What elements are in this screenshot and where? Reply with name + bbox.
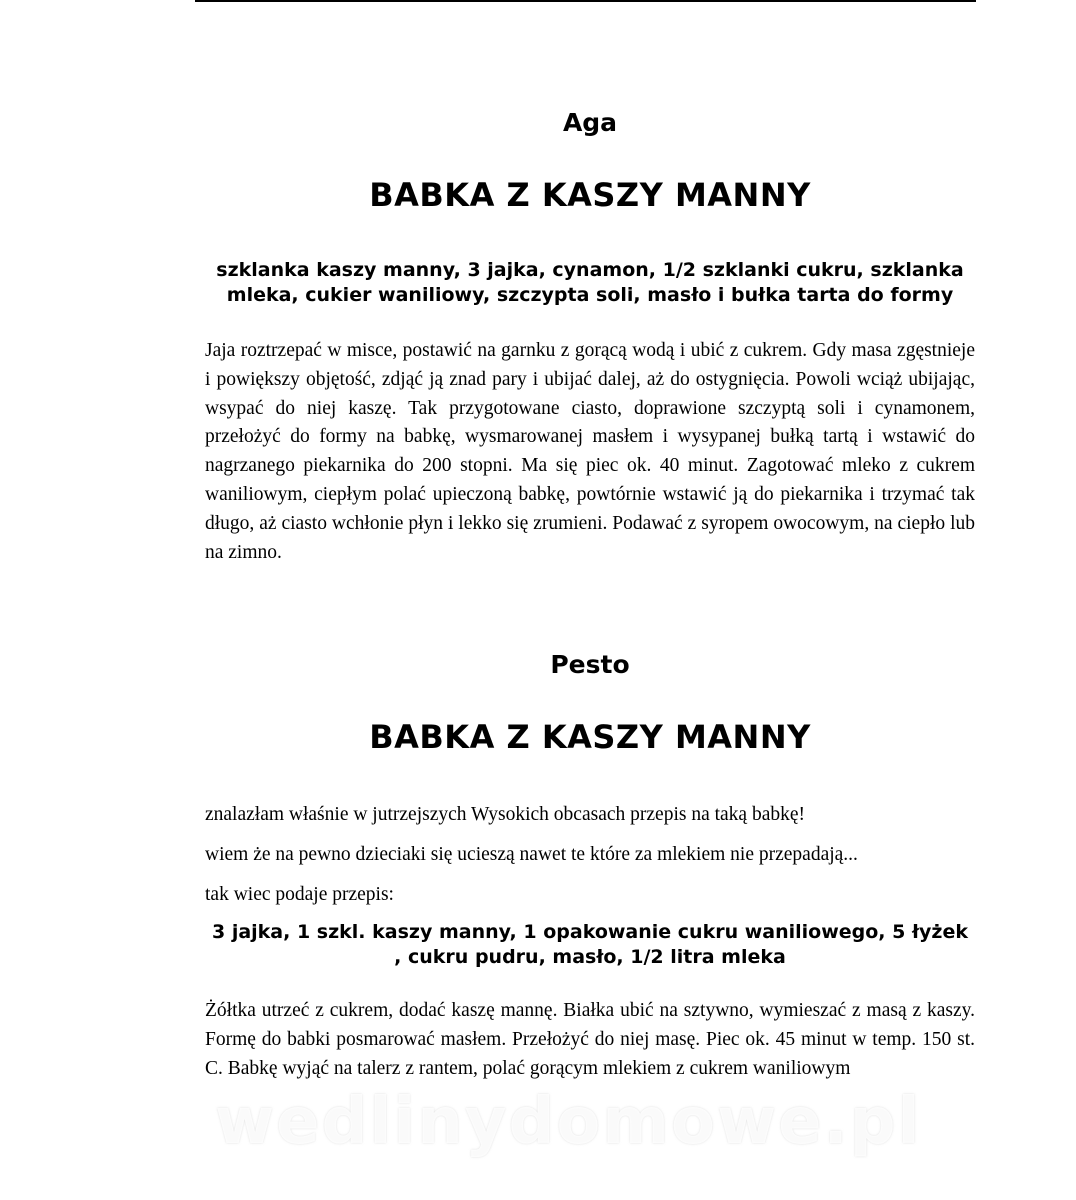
recipe2-title: BABKA Z KASZY MANNY [369, 718, 811, 756]
recipe1-author: Aga [562, 108, 618, 137]
recipe2-intro-1: znalazłam właśnie w jutrzejszych Wysokich obcasach przepis na taką babkę! [205, 804, 806, 825]
recipe2-intro-2: wiem że na pewno dzieciaki się ucieszą nawet te które za mlekiem nie przepadają... [205, 844, 858, 865]
recipe1-ingredients: szklanka kaszy manny, 3 jajka, cynamon, 1/2 szklanki cukru, szklanka mleka, cukier waniliowy, szczypta soli, masło i bułka tarta do formy [216, 259, 964, 306]
watermark: wedlinydomowe.pl [215, 1085, 922, 1159]
recipe2-instructions: Żółtka utrzeć z cukrem, dodać kaszę mannę. Białka ubić na sztywno, wymieszać z masą z kaszy. Formę do babki posmarować masłem. Przełożyć do niej masę. Piec ok. 45 minut w temp. 150 st. C. Babkę wyjąć na talerz z rantem, polać gorącym mlekiem z cukrem waniliowym [205, 1000, 975, 1079]
top-rule [195, 0, 976, 2]
recipe1-instructions: Jaja roztrzepać w misce, postawić na garnku z gorącą wodą i ubić z cukrem. Gdy masa zgęstnieje i powiększy objętość, zdjąć ją znad pary i ubijać dalej, aż do ostygnięcia. Powoli wciąż ubijając, wsypać do niej kaszę. Tak przygotowane ciasto, doprawione szczyptą soli i cynamonem, przełożyć do formy na babkę, wysmarowanej masłem i wysypanej bułką tartą i wstawić do nagrzanego piekarnika do 200 stopni. Ma się piec ok. 40 minut. Zagotować mleko z cukrem waniliowym, ciepłym polać upieczoną babkę, powtórnie wstawić ją do piekarnika i trzymać tak długo, aż ciasto wchłonie płyn i lekko się zrumieni. Podawać z syropem owocowym, na ciepło lub na zimno. [205, 340, 975, 563]
recipe2-ingredients: 3 jajka, 1 szkl. kaszy manny, 1 opakowanie cukru waniliowego, 5 łyżek , cukru pudru, masło, 1/2 litra mleka [211, 921, 968, 968]
recipe2-intro-3: tak wiec podaje przepis: [205, 884, 394, 905]
recipe2-author: Pesto [550, 650, 630, 679]
recipe1-title: BABKA Z KASZY MANNY [369, 176, 811, 214]
